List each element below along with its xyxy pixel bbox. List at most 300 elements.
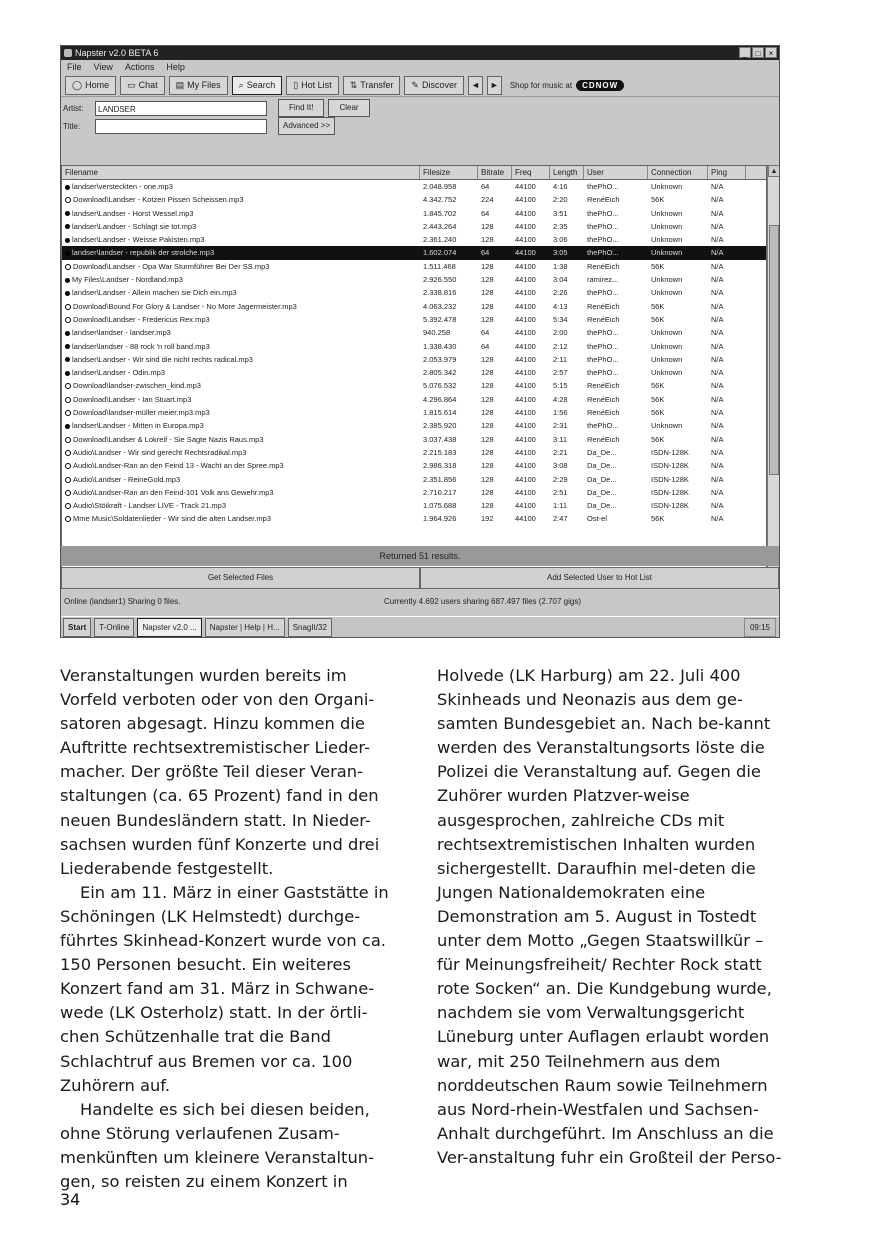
cell-user: RenéEich (587, 408, 620, 418)
table-row[interactable] (62, 340, 766, 353)
cell-size: 1.338.430 (423, 341, 457, 351)
cell-user: thePhO... (587, 182, 619, 191)
scroll-thumb[interactable] (769, 225, 779, 475)
file-status-icon (65, 317, 71, 323)
col-length[interactable]: Length (550, 166, 584, 179)
text-column-left (60, 664, 405, 1194)
filename-text: landser\Landser - Allein machen sie Dich ein.mp3 (72, 288, 237, 298)
home-button[interactable]: ◯ Home (65, 76, 116, 95)
cell-user: Ost-el (587, 514, 608, 524)
artist-input[interactable]: LANDSER (95, 101, 267, 116)
cell-len: 4:16 (553, 182, 568, 191)
cell-freq: 44100 (515, 408, 536, 418)
cell-ping: N/A (711, 381, 724, 391)
get-selected-files-button[interactable]: Get Selected Files (61, 567, 420, 589)
cell-len: 2:20 (553, 195, 568, 205)
cell-size: 1.602.074 (423, 248, 457, 258)
filename-text: Download\Landser - Ian Stuart.mp3 (73, 394, 192, 404)
cell-ping: N/A (711, 314, 724, 324)
cell-conn: Unknown (651, 354, 683, 364)
file-status-icon (65, 278, 70, 283)
cell-len: 2:26 (553, 288, 568, 298)
cell-user: thePhO... (587, 354, 619, 364)
minimize-icon[interactable]: _ (739, 47, 751, 58)
window-title: Napster v2.0 BETA 6 (75, 48, 159, 58)
cell-freq: 44100 (515, 235, 536, 245)
cell-conn: Unknown (651, 182, 683, 191)
add-to-hotlist-button[interactable]: Add Selected User to Hot List (420, 567, 779, 589)
cell-conn: Unknown (651, 341, 683, 351)
file-status-icon (65, 490, 71, 496)
cell-bit: 64 (481, 328, 490, 338)
cell-bit: 128 (481, 381, 494, 391)
filename-text: Download\landser-zwischen_kind.mp3 (73, 381, 201, 391)
table-row[interactable] (62, 220, 766, 233)
file-status-icon (65, 357, 70, 362)
paragraph: Veranstaltungen wurden bereits im Vorfeld verboten oder von den Organi-satoren abgesagt. Hinzu kommen die Auftritte rechtsextremistischer Lieder-macher. Der größte Teil dieser Veran-staltungen (ca. 65 Prozent) fand in den neuen Bundesländern statt. In Nieder-sachsen wurden fünf Konzerte und drei Liederabende festgestellt. (60, 666, 380, 878)
cell-conn: Unknown (651, 208, 683, 218)
artist-label: Artist: (63, 103, 84, 113)
file-status-icon (65, 424, 70, 429)
cell-user: Da_De... (587, 501, 617, 511)
cell-size: 4.296.864 (423, 394, 457, 404)
cell-bit: 128 (481, 434, 494, 444)
cell-len: 3:11 (553, 434, 568, 444)
file-status-icon (65, 291, 70, 296)
cell-bit: 128 (481, 261, 494, 271)
cdnow-logo[interactable]: CDNOW (576, 80, 624, 91)
cell-ping: N/A (711, 275, 724, 285)
scroll-up-icon[interactable]: ▲ (768, 165, 780, 177)
cell-freq: 44100 (515, 328, 536, 338)
menu-view[interactable]: View (93, 62, 113, 72)
cell-bit: 224 (481, 195, 494, 205)
filename-text: Download\Landser - Fredericus Rex.mp3 (73, 314, 210, 324)
cell-ping: N/A (711, 341, 724, 351)
cell-len: 3:08 (553, 461, 568, 471)
search-icon: ⌕ (238, 79, 244, 90)
col-filesize[interactable]: Filesize (420, 166, 478, 179)
col-freq[interactable]: Freq (512, 166, 550, 179)
cell-freq: 44100 (515, 195, 536, 205)
cell-file (62, 326, 420, 339)
filename-text: landser\Landser - Schlagt sie tot.mp3 (72, 221, 197, 231)
cell-file (62, 459, 420, 472)
close-icon[interactable]: × (765, 47, 777, 58)
cell-size: 2.805.342 (423, 368, 457, 378)
file-status-icon (65, 383, 71, 389)
cell-len: 2:31 (553, 421, 568, 431)
cell-freq: 44100 (515, 261, 536, 271)
discover-button[interactable]: ✎ Discover (404, 76, 464, 95)
hotlist-icon: ▯ (293, 79, 299, 90)
cell-freq: 44100 (515, 501, 536, 511)
cell-bit: 64 (481, 208, 490, 218)
table-row[interactable] (62, 433, 766, 446)
cell-file (62, 486, 420, 499)
file-status-icon (65, 516, 71, 522)
results-rows (62, 180, 766, 526)
file-status-icon (65, 344, 70, 349)
cell-user: thePhO... (587, 341, 619, 351)
filename-text: Download\Landser & Lokreif - Sie Sagte Nazis Raus.mp3 (73, 434, 264, 444)
cell-size: 2.710.217 (423, 487, 457, 497)
cell-file (62, 180, 420, 193)
cell-user: Da_De... (587, 487, 617, 497)
cell-freq: 44100 (515, 514, 536, 524)
cell-freq: 44100 (515, 381, 536, 391)
nav-back-button[interactable]: ◄ (468, 76, 483, 95)
cell-ping: N/A (711, 447, 724, 457)
table-row[interactable] (62, 499, 766, 512)
cell-size: 2.338.816 (423, 288, 457, 298)
cell-bit: 64 (481, 248, 490, 258)
table-row[interactable] (62, 459, 766, 472)
taskbar-item-napster[interactable]: Napster v2.0 ... (137, 618, 201, 637)
cell-ping: N/A (711, 434, 724, 444)
col-filename[interactable]: Filename (62, 166, 420, 179)
cell-freq: 44100 (515, 421, 536, 431)
cell-conn: Unknown (651, 368, 683, 378)
cell-conn: ISDN-128K (651, 487, 689, 497)
cell-file (62, 340, 420, 353)
filename-text: landser\Landser - Weisse Pakisten.mp3 (72, 235, 205, 245)
cell-ping: N/A (711, 195, 724, 205)
filename-text: Audio\Stöikraft - Landser LIVE - Track 21.mp3 (73, 501, 226, 511)
table-row[interactable] (62, 473, 766, 486)
cell-bit: 128 (481, 408, 494, 418)
search-button[interactable]: ⌕ Search (232, 76, 283, 95)
taskbar-item-tonline[interactable]: T-Online (94, 618, 134, 637)
cell-len: 2:21 (553, 447, 568, 457)
cell-bit: 128 (481, 275, 494, 285)
col-bitrate[interactable]: Bitrate (478, 166, 512, 179)
cell-file (62, 433, 420, 446)
advanced-button[interactable]: Advanced >> (278, 117, 335, 135)
cell-bit: 64 (481, 341, 490, 351)
chat-button[interactable]: ▭ Chat (120, 76, 165, 95)
table-row[interactable] (62, 300, 766, 313)
discover-icon: ✎ (411, 79, 419, 90)
cell-size: 2.215.183 (423, 447, 457, 457)
cell-freq: 44100 (515, 341, 536, 351)
cell-freq: 44100 (515, 301, 536, 311)
cell-file (62, 446, 420, 459)
filename-text: landser\versteckten - one.mp3 (72, 182, 173, 191)
table-row[interactable] (62, 233, 766, 246)
file-status-icon (65, 477, 71, 483)
status-users: Currently 4.692 users sharing 687.497 files (2.707 gigs) (384, 597, 581, 606)
cell-file (62, 300, 420, 313)
start-button[interactable]: Start (63, 618, 91, 637)
cell-len: 2:29 (553, 474, 568, 484)
cell-conn: 56K (651, 301, 665, 311)
cell-file (62, 499, 420, 512)
table-row[interactable] (62, 486, 766, 499)
cell-user: thePhO... (587, 208, 619, 218)
taskbar-item-napster-help[interactable]: Napster | Help | H... (205, 618, 285, 637)
table-row[interactable] (62, 246, 766, 259)
status-bar (61, 594, 779, 610)
cell-file (62, 379, 420, 392)
table-row[interactable] (62, 446, 766, 459)
table-row[interactable] (62, 273, 766, 286)
cell-ping: N/A (711, 421, 724, 431)
my-files-button[interactable]: ▤ My Files (169, 76, 228, 95)
cell-len: 3:05 (553, 248, 568, 258)
file-status-icon (65, 410, 71, 416)
cell-user: ramirez... (587, 275, 619, 285)
cell-size: 2.361.240 (423, 235, 457, 245)
filename-text: Audio\Landser - Wir sind gerecht Rechtsradikal.mp3 (73, 447, 247, 457)
clear-button[interactable]: Clear (328, 99, 369, 117)
cell-len: 4:13 (553, 301, 568, 311)
status-online: Online (landser1) Sharing 0 files. (64, 597, 181, 606)
paragraph: Handelte es sich bei diesen beiden, ohne Störung verlaufenen Zusam-menkünften um kleinere Veranstaltun-gen, so reisten zu einem Konzert in (60, 1099, 374, 1191)
filename-text: Download\Landser - Opa War Sturmführer Bei Der SS.mp3 (73, 261, 270, 271)
cell-conn: Unknown (651, 221, 683, 231)
cell-ping: N/A (711, 261, 724, 271)
cell-freq: 44100 (515, 248, 536, 258)
table-row[interactable] (62, 419, 766, 432)
menu-help[interactable]: Help (166, 62, 185, 72)
cell-file (62, 393, 420, 406)
cell-size: 5.076.532 (423, 381, 457, 391)
filename-text: landser\landser - landser.mp3 (72, 328, 171, 338)
file-status-icon (65, 503, 71, 509)
file-status-icon (65, 463, 71, 469)
transfer-icon: ⇅ (349, 79, 358, 90)
cell-size: 2.385.920 (423, 421, 457, 431)
transfer-button[interactable]: ⇅ Transfer (343, 76, 401, 95)
cell-freq: 44100 (515, 314, 536, 324)
file-status-icon (65, 450, 71, 456)
cell-len: 2:00 (553, 328, 568, 338)
cell-bit: 192 (481, 514, 494, 524)
cell-ping: N/A (711, 474, 724, 484)
title-input[interactable] (95, 119, 267, 134)
cell-size: 1.964.926 (423, 514, 457, 524)
cell-conn: 56K (651, 381, 665, 391)
window-controls (739, 47, 777, 58)
cell-freq: 44100 (515, 461, 536, 471)
filename-text: Download\Bound For Glory & Landser - No More Jagermeister.mp3 (73, 301, 297, 311)
filename-text: landser\Landser - Horst Wessel.mp3 (72, 208, 194, 218)
cell-len: 2:57 (553, 368, 568, 378)
cell-ping: N/A (711, 208, 724, 218)
cell-user: Da_De... (587, 474, 617, 484)
results-count: Returned 51 results. (61, 546, 779, 566)
title-label: Title: (63, 121, 81, 131)
cell-len: 1:38 (553, 261, 568, 271)
filename-text: landser\Landser - Mitten in Europa.mp3 (72, 421, 204, 431)
cell-bit: 128 (481, 221, 494, 231)
cell-conn: 56K (651, 394, 665, 404)
cell-freq: 44100 (515, 288, 536, 298)
cell-ping: N/A (711, 248, 724, 258)
table-row[interactable] (62, 286, 766, 299)
cell-file (62, 233, 420, 246)
cell-size: 2.986.318 (423, 461, 457, 471)
cell-conn: Unknown (651, 328, 683, 338)
cell-file (62, 353, 420, 366)
cell-bit: 128 (481, 354, 494, 364)
cell-bit: 128 (481, 474, 494, 484)
cell-ping: N/A (711, 301, 724, 311)
col-connection[interactable]: Connection (648, 166, 708, 179)
cell-conn: ISDN-128K (651, 501, 689, 511)
cell-conn: Unknown (651, 288, 683, 298)
table-row[interactable] (62, 260, 766, 273)
table-row[interactable] (62, 326, 766, 339)
cell-file (62, 512, 420, 525)
file-status-icon (65, 397, 71, 403)
cell-file (62, 406, 420, 419)
cell-len: 4:28 (553, 394, 568, 404)
menu-file[interactable]: File (67, 62, 82, 72)
cell-conn: Unknown (651, 235, 683, 245)
cell-size: 3.037.438 (423, 434, 457, 444)
cell-len: 3:04 (553, 275, 568, 285)
cell-len: 3:06 (553, 235, 568, 245)
paragraph: Holvede (LK Harburg) am 22. Juli 400 Skinheads und Neonazis aus dem ge-samten Bundesgebiet an. Nach be-kannt werden des Veranstaltungsorts löste die Polizei die Veranstaltung auf. Gegen die Zuhörer wurden Platzver-weise ausgesprochen, zahlreiche CDs mit rechtsextremistischen Inhalten wurden sichergestellt. Daraufhin mel-deten die Jungen Nationaldemokraten eine Demonstration am 5. August in Tostedt unter dem Motto „Gegen Staatswillkür – für Meinungsfreiheit/ Rechter Rock statt rote Socken“ an. Die Kundgebung wurde, nachdem sie vom Verwaltungsgericht Lüneburg unter Auflagen erlaubt worden war, mit 250 Teilnehmern aus dem norddeutschen Raum sowie Teilnehmern aus Nord-rhein-Westfalen und Sachsen-Anhalt durchgeführt. Im Anschluss an die Ver-anstaltung fuhr ein Großteil der Perso- (437, 666, 782, 1167)
cell-file (62, 419, 420, 432)
cell-file (62, 273, 420, 286)
cell-len: 2:35 (553, 221, 568, 231)
home-icon: ◯ (72, 79, 83, 90)
file-status-icon (65, 331, 70, 336)
cell-conn: ISDN-128K (651, 474, 689, 484)
cell-file (62, 207, 420, 220)
cell-ping: N/A (711, 328, 724, 338)
cell-bit: 128 (481, 394, 494, 404)
chat-icon: ▭ (127, 79, 136, 90)
nav-forward-button[interactable]: ► (487, 76, 502, 95)
cell-ping: N/A (711, 461, 724, 471)
file-status-icon (65, 251, 70, 256)
cell-conn: 56K (651, 314, 665, 324)
cell-conn: 56K (651, 514, 665, 524)
cell-user: thePhO... (587, 421, 619, 431)
cell-size: 4.342.752 (423, 195, 457, 205)
table-row[interactable] (62, 193, 766, 206)
results-table (61, 165, 767, 585)
cell-ping: N/A (711, 354, 724, 364)
text-column-right (437, 664, 782, 1170)
cell-size: 1.075.688 (423, 501, 457, 511)
cell-size: 2.053.979 (423, 354, 457, 364)
table-row[interactable] (62, 406, 766, 419)
cell-conn: 56K (651, 261, 665, 271)
cell-len: 2:11 (553, 354, 568, 364)
cell-file (62, 246, 420, 259)
find-it-button[interactable]: Find It! (278, 99, 324, 117)
cell-user: thePhO... (587, 288, 619, 298)
cell-user: RenéEich (587, 195, 620, 205)
cell-len: 1:11 (553, 501, 568, 511)
filename-text: landser\landser - republik der strolche.mp3 (72, 248, 215, 258)
results-header (62, 166, 766, 180)
files-icon: ▤ (175, 79, 185, 90)
results-scrollbar[interactable] (767, 165, 780, 585)
table-row[interactable] (62, 379, 766, 392)
table-row[interactable] (62, 393, 766, 406)
cell-conn: 56K (651, 408, 665, 418)
cell-user: Da_De... (587, 461, 617, 471)
cell-ping: N/A (711, 394, 724, 404)
cell-bit: 128 (481, 447, 494, 457)
cell-bit: 128 (481, 301, 494, 311)
cell-bit: 128 (481, 421, 494, 431)
file-status-icon (65, 304, 71, 310)
cell-size: 1.511.468 (423, 261, 456, 271)
cell-size: 940.258 (423, 328, 451, 338)
cell-conn: Unknown (651, 248, 683, 258)
cell-size: 2.048.958 (423, 182, 457, 191)
cell-ping: N/A (711, 514, 724, 524)
cell-size: 2.926.550 (423, 275, 457, 285)
file-status-icon (65, 238, 70, 243)
cell-freq: 44100 (515, 474, 536, 484)
cell-file (62, 260, 420, 273)
cell-user: thePhO... (587, 235, 619, 245)
system-tray-clock: 09:15 (744, 618, 776, 637)
table-row[interactable] (62, 207, 766, 220)
table-row[interactable] (62, 313, 766, 326)
filename-text: Download\landser-müller meier.mp3.mp3 (73, 408, 210, 418)
cell-file (62, 286, 420, 299)
maximize-icon[interactable]: □ (752, 47, 764, 58)
cell-user: RenéEich (587, 261, 620, 271)
filename-text: landser\landser - 88 rock 'n roll band.mp3 (72, 341, 210, 351)
cell-bit: 64 (481, 182, 490, 191)
table-row[interactable] (62, 353, 766, 366)
col-user[interactable]: User (584, 166, 648, 179)
table-row[interactable] (62, 180, 766, 193)
hot-list-button[interactable]: ▯ Hot List (286, 76, 338, 95)
cell-user: thePhO... (587, 248, 619, 258)
filename-text: landser\Landser - Wir sind die nicht rechts radical.mp3 (72, 354, 253, 364)
cell-freq: 44100 (515, 434, 536, 444)
cell-file (62, 193, 420, 206)
file-status-icon (65, 264, 71, 270)
cell-file (62, 473, 420, 486)
table-row[interactable] (62, 512, 766, 525)
cell-user: RenéEich (587, 301, 620, 311)
file-status-icon (65, 437, 71, 443)
file-status-icon (65, 224, 70, 229)
taskbar-item-snagit[interactable]: SnagIt/32 (288, 618, 332, 637)
cell-size: 2.351.856 (423, 474, 457, 484)
cell-ping: N/A (711, 182, 724, 191)
menu-actions[interactable]: Actions (124, 62, 155, 72)
cell-freq: 44100 (515, 368, 536, 378)
table-row[interactable] (62, 366, 766, 379)
cell-len: 1:56 (553, 408, 568, 418)
cell-ping: N/A (711, 408, 724, 418)
col-ping[interactable]: Ping (708, 166, 746, 179)
cell-conn: Unknown (651, 275, 683, 285)
filename-text: Audio\Landser-Ran an den Feind 13 - Wacht an der Spree.mp3 (73, 461, 284, 471)
cell-file (62, 313, 420, 326)
filename-text: landser\Landser - Odin.mp3 (72, 368, 165, 378)
cell-user: thePhO... (587, 328, 619, 338)
cell-user: RenéEich (587, 394, 620, 404)
cell-user: RenéEich (587, 381, 620, 391)
cell-conn: 56K (651, 195, 665, 205)
cell-freq: 44100 (515, 447, 536, 457)
cell-len: 2:47 (553, 514, 568, 524)
